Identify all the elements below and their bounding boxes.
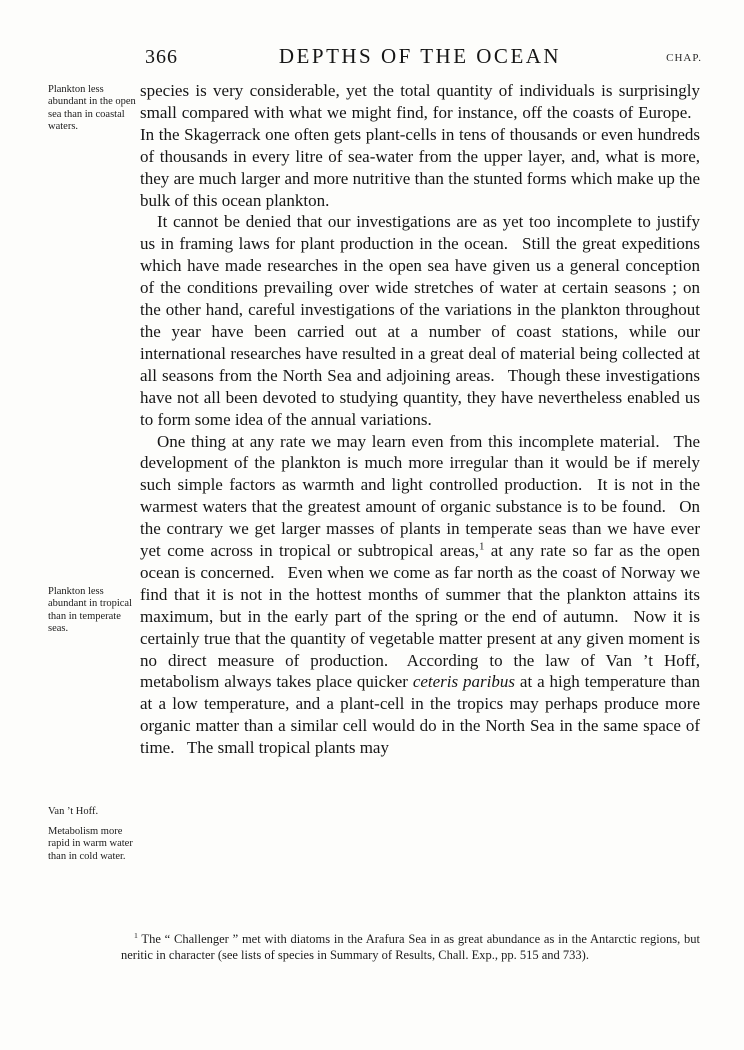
margin-note-van-t-hoff: Van ’t Hoff. bbox=[48, 806, 99, 817]
paragraph-3 bbox=[140, 431, 700, 760]
footnote bbox=[121, 932, 700, 963]
margin-note-metabolism: Metabolism more rapid in warm water than in cold water. bbox=[48, 826, 133, 862]
footnote-reference: 1 bbox=[479, 541, 485, 553]
footnote-marker: 1 bbox=[134, 930, 138, 940]
chapter-label: CHAP. bbox=[666, 52, 702, 64]
margin-note-open-sea: Plankton less abundant in the open sea than in coastal waters. bbox=[48, 84, 136, 133]
page-number: 366 bbox=[145, 46, 178, 68]
body-text bbox=[140, 80, 700, 759]
paragraph-3-text: at any rate so far as the open ocean is concerned. Even when we come as far north as the coast of Norway we find that it is not in the hottest months of summer that the plankton attains its maximum, but in the early part of the spring or the end of autumn. Now it is certainly true that the quantity of vegetable matter present at any given moment is no direct measure of production. According to the law of Van ’t Hoff, metabolism always takes place quicker bbox=[140, 541, 700, 692]
paragraph-3-text: at a high temperature than at a low temperature, and a plant-cell in the tropics may perhaps produce more organic matter than a similar cell would do in the North Sea in the same space of time. The small tropical plants may bbox=[140, 672, 700, 758]
paragraph-3-text: One thing at any rate we may learn even from this incomplete material. The development of the plankton is much more irregular than it would be if merely such simple factors as warmth and light controlled production. It is not in the warmest waters that the greatest amount of organic substance is to be found. On the contrary we get larger masses of plants in temperate seas than we have ever yet come across in tropical or subtropical areas, bbox=[140, 431, 700, 561]
footnote-text: The “ Challenger ” met with diatoms in the Arafura Sea in as great abundance as in the Antarctic regions, but neritic in character (see lists of species in Summary of Results, Chall. Exp., pp. 515 and 733). bbox=[121, 932, 700, 962]
page-title: DEPTHS OF THE OCEAN bbox=[278, 44, 562, 68]
paragraph-1: species is very considerable, yet the total quantity of individuals is surprisingly small compared with what we might find, for instance, off the coasts of Europe. In the Skagerrack one often gets plant-cells in tens of thousands or even hundreds of thousands in every litre of sea-water from the upper layer, and, what is more, they are much larger and more nutritive than the stunted forms which make up the bulk of this ocean plankton. bbox=[140, 81, 700, 210]
margin-note-tropical: Plankton less abundant in tropical than in temperate seas. bbox=[48, 586, 132, 635]
paragraph-3-italic-phrase: ceteris paribus bbox=[412, 672, 515, 692]
paragraph-2: It cannot be denied that our investigations are as yet too incomplete to justify us in framing laws for plant production in the ocean. Still the great expeditions which have made researches in the open sea have given us a general conception of the conditions prevailing over wide stretches of water at certain seasons ; on the other hand, careful investigations of the variations in the plankton throughout the year have been carried out at a number of coast stations, while our international researches have resulted in a great deal of material being collected at all seasons from the North Sea and adjoining areas. Though these investigations have not all been devoted to studying quantity, they have nevertheless enabled us to form some idea of the annual variations. bbox=[140, 212, 700, 429]
